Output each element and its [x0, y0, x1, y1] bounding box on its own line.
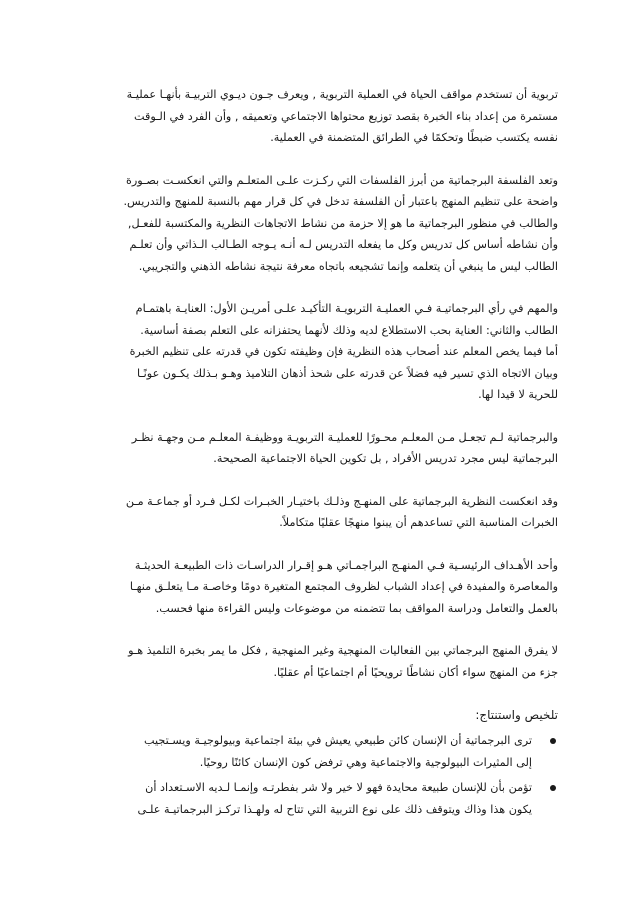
- paragraph-line: جزء من المنهج سواء أكان نشاطًا ترويحيًا أم اجتماعيًا أم عقليًا.: [273, 665, 558, 679]
- paragraph-6: [88, 555, 558, 620]
- paragraph-line: الخبرات المناسبة التي تساعدهم أن يبنوا منهجًا عقليًا متكاملاً.: [279, 516, 558, 529]
- paragraph-line: وتعد الفلسفة البرجماتية من أبرز الفلسفات التي ركـزت علـى المتعلـم والتي انعكسـت بصـورة: [126, 173, 558, 187]
- paragraph-line: الطالب ليس ما ينبغي أن يتعلمه وإنما تشجيعه باتجاه معرفة نتيجة نشاطه الذهني والتجريبي.: [138, 259, 558, 273]
- paragraph-line: أما فيما يخص المعلم عند أصحاب هذه النظرية فإن وظيفته تكون في قدرته على تنظيم الخبرة: [129, 345, 558, 358]
- paragraph-line: لا يفرق المنهج البرجماتي بين الفعاليات المنهجية وغير المنهجية , فكل ما يمر بخبرة التلميذ هـو: [128, 644, 558, 657]
- summary-line: يكون هذا وذاك ويتوقف ذلك على نوع التربية التي تتاح له ولهـذا تركـز البرجماتيـة علـى: [137, 802, 532, 816]
- paragraph-line: بالعمل والتعامل ودراسة المواقف بما تتضمنه من موضوعات وليس القراءة منها فحسب.: [155, 601, 558, 615]
- summary-heading: تلخيص واستنتاج:: [475, 708, 558, 722]
- paragraph-5: [88, 491, 558, 534]
- summary-list: [88, 730, 558, 820]
- paragraph-2: [88, 170, 558, 278]
- paragraph-line: والبرجماتية لـم تجعـل مـن المعلـم محـورًا للعمليـة التربويـة ووظيفـة المعلـم مـن وجهـة نظـر: [131, 430, 558, 444]
- summary-item: [88, 730, 558, 773]
- bullet-icon: [550, 785, 556, 791]
- paragraph-line: للحرية لا قيدا لها.: [478, 388, 558, 401]
- paragraph-line: وأحد الأهـداف الرئيسـية فـي المنهـج البراجمـاتي هـو إقـرار الدراسـات ذات الطبيعـة الحديثـة: [134, 558, 558, 572]
- paragraph-line: والمهم في رأي البرجماتيـة فـي العمليـة التربويـة التأكيـد علـى أمريـن الأول: العنايـة باهتمـام: [135, 302, 558, 315]
- paragraph-line: الطالب والثاني: العناية بحب الاستطلاع لديه وذلك لأنهما يحتفزانه على التعلم بصفة أساسية.: [140, 323, 558, 337]
- bullet-icon: [550, 738, 556, 744]
- paragraph-line: والطالب في منظور البرجماتية ما هو إلا حزمة من نشاط الاتجاهات النظرية والمكتسبة للفعـل,: [127, 216, 558, 230]
- paragraph-line: واضحة على تنظيم المنهج باعتبار أن الفلسفة تدخل في كل قرار مهم بالنسبة للمنهج والتدريس.: [123, 195, 558, 208]
- paragraph-1: [88, 84, 558, 149]
- summary-line: إلى المثيرات البيولوجية والاجتماعية وهي ترفض كون الإنسان كائنًا روحيًا.: [199, 755, 532, 769]
- summary-line: ترى البرجماتية أن الإنسان كائن طبيعي يعيش في بيئة اجتماعية وبيولوجيـة ويسـتجيب: [144, 734, 532, 747]
- paragraph-line: البرجماتية ليس مجرد تدريس الأفراد , بل تكوين الحياة الاجتماعية الصحيحة.: [213, 452, 558, 465]
- paragraph-line: تربوية أن تستخدم مواقف الحياة في العملية التربوية , ويعرف جـون ديـوي التربيـة بأنهـا عمليـة: [126, 88, 558, 101]
- summary-item: [88, 777, 558, 820]
- paragraph-line: وقد انعكست النظرية البرجماتية على المنهـج وذلـك باختيـار الخبـرات لكـل فـرد أو جماعـة مـن: [125, 494, 558, 508]
- paragraph-4: [88, 427, 558, 470]
- summary-line: تؤمن بأن للإنسان طبيعة محايدة فهو لا خير ولا شر بفطرتـه وإنمـا لـديه الاسـتعداد أن: [145, 781, 532, 794]
- paragraph-3: [88, 298, 558, 406]
- paragraph-line: وأن نشاطه أساس كل تدريس وكل ما يفعله التدريس لـه أنـه يـوجه الطـالب الـذاتي وأن تعلـم: [129, 238, 558, 251]
- paragraph-line: مستمرة من إعداد بناء الخبرة بقصد توزيع محتواها الاجتماعي وتعميقه , وأن الفرد في الـوقت: [134, 109, 558, 123]
- paragraph-line: نفسه يكتسب ضبطًا وتحكمًا في الطرائق المتضمنة في العملية.: [270, 131, 558, 144]
- paragraph-line: والمعاصرة والمفيدة في إعداد الشباب لظروف المجتمع المتغيرة دومًا وخاصـة مـا يتعلـق منهـا: [129, 580, 558, 593]
- paragraph-line: وبيان الاتجاه الذي تسير فيه فضلاً عن قدرته على شحذ أذهان التلاميذ وهـو بـذلك يكـون عونًـا: [137, 366, 558, 380]
- paragraph-7: [88, 640, 558, 683]
- document-page: [88, 84, 558, 824]
